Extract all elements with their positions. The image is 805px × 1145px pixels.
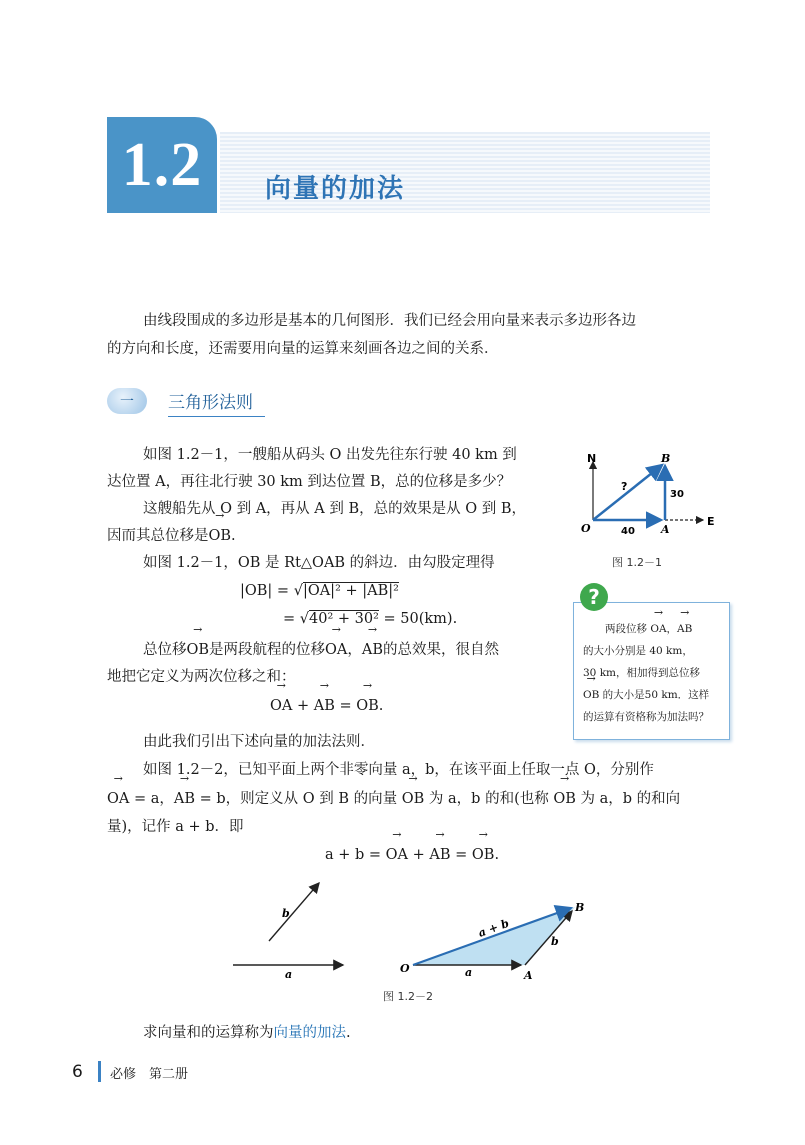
term-vector-addition: 向量的加法 (273, 1025, 346, 1041)
vector-OB: → OB (209, 521, 232, 551)
footer-book-title: 必修 第二册 (110, 1067, 189, 1082)
footer-divider (98, 1061, 101, 1082)
question-icon: ? (580, 583, 608, 611)
formula-sum: → OA + → AB = → OB. (270, 691, 383, 721)
svg-text:B: B (575, 901, 585, 914)
body-line: 如图 1.2－1，一艘船从码头 O 出发先往东行驶 40 km 到 (143, 447, 517, 463)
formula-result: = √40² + 30² = 50(km). (283, 611, 458, 627)
section-number: 1.2 (107, 117, 217, 213)
svg-text:N: N (587, 452, 597, 465)
page-number: 6 (72, 1062, 83, 1082)
svg-text:a: a (465, 966, 473, 979)
svg-text:a: a (285, 968, 293, 981)
body-line: 因而其总位移是→ OB. (107, 521, 236, 551)
body-line: 地把它定义为两次位移之和： (107, 669, 296, 685)
svg-text:E: E (707, 515, 715, 528)
figure-caption: 图 1.2－1 (612, 556, 662, 569)
body-line: → OA = a，→ AB = b，则定义从 O 到 B 的向量 → OB 为 a，b 的和(也称 → OB 为 a，b 的和向 (107, 784, 680, 814)
svg-text:A: A (524, 969, 533, 982)
intro-line: 由线段围成的多边形是基本的几何图形．我们已经会用向量来表示多边形各边 (143, 313, 636, 329)
body-line: 求向量和的运算称为向量的加法. (143, 1025, 351, 1041)
svg-text:30: 30 (670, 489, 684, 500)
svg-text:O: O (400, 962, 410, 975)
svg-text:40: 40 (621, 526, 635, 537)
svg-text:a + b: a + b (476, 916, 511, 940)
formula-definition: a + b = → OA + → AB = → OB. (325, 840, 499, 870)
body-line: 总位移→ OB是两段航程的位移→ OA，→ AB的总效果，很自然 (143, 635, 499, 665)
formula-pythagoras: |OB| = √|OA|² + |AB|² (240, 583, 399, 599)
subsection-number-icon: 一 (107, 388, 147, 414)
body-line: 由此我们引出下述向量的加法法则． (143, 734, 375, 750)
figure-1-2-2 (225, 875, 595, 985)
figure-caption: 图 1.2－2 (383, 990, 433, 1003)
svg-text:b: b (551, 935, 559, 948)
section-title: 向量的加法 (265, 174, 406, 204)
svg-text:A: A (661, 523, 670, 536)
body-line: 如图 1.2－1，OB 是 Rt△OAB 的斜边．由勾股定理得 (143, 555, 495, 571)
body-line: 达位置 A，再往北行驶 30 km 到达位置 B，总的位移是多少？ (107, 474, 512, 490)
svg-text:?: ? (621, 480, 628, 493)
svg-text:O: O (581, 522, 591, 535)
svg-text:B: B (661, 452, 671, 465)
figure-1-2-1 (575, 440, 725, 545)
intro-line: 的方向和长度，还需要用向量的运算来刻画各边之间的关系． (107, 341, 499, 357)
body-line: 这艘船先从 O 到 A，再从 A 到 B，总的效果是从 O 到 B， (143, 501, 527, 517)
svg-text:b: b (282, 907, 290, 920)
body-line: 如图 1.2－2，已知平面上两个非零向量 a，b，在该平面上任取一点 O，分别作 (143, 762, 654, 778)
think-text: 两段位移 → OA，→ AB 的大小分别是 40 km， 30 km，相加得到总位移 → OB 的大小是50 km．这样 的运算有资格称为加法吗？ (583, 618, 721, 728)
subsection-title: 三角形法则 (168, 388, 265, 417)
body-line: 量)，记作 a + b．即 (107, 819, 244, 835)
